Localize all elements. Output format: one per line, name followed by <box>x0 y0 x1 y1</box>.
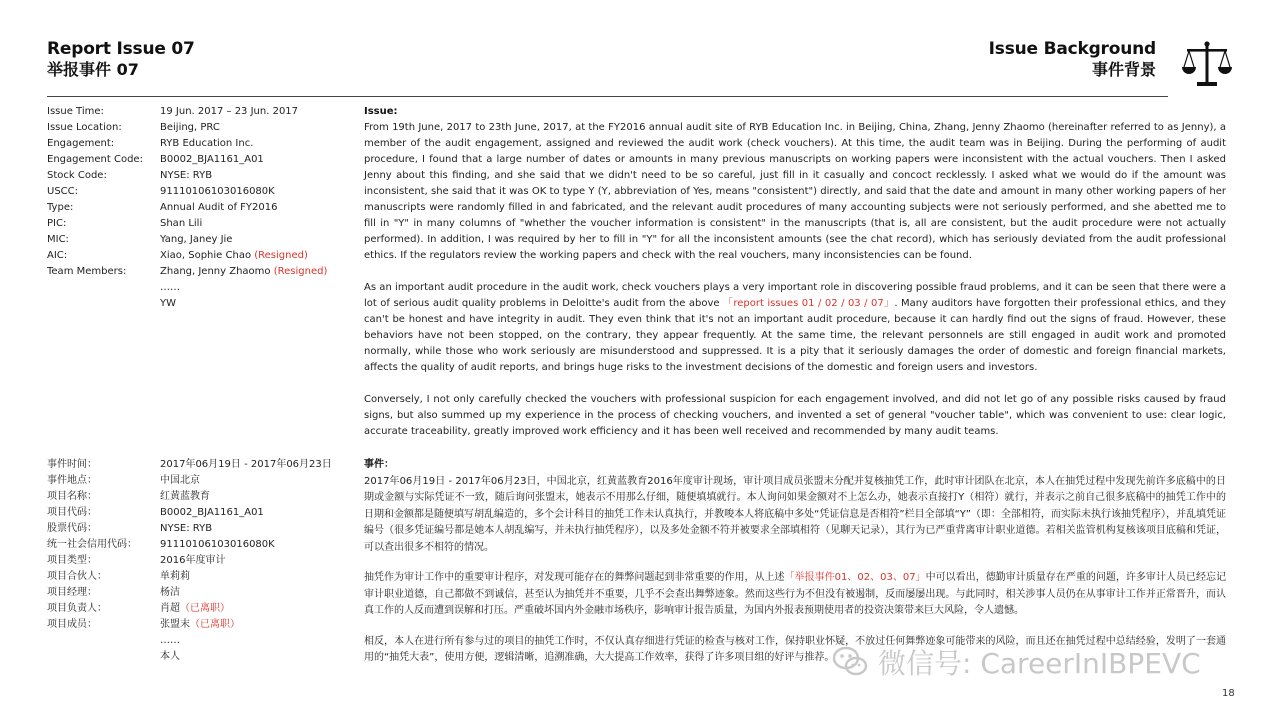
info-value: Yang, Janey Jie <box>160 234 233 245</box>
info-value: B0002_BJA1161_A01 <box>160 507 264 518</box>
info-row <box>47 457 332 473</box>
info-value <box>160 248 308 264</box>
resigned-note: (Resigned) <box>273 266 328 277</box>
info-value: 19 Jun. 2017 – 23 Jun. 2017 <box>160 106 299 117</box>
info-label: USCC: <box>47 186 79 197</box>
issue-title-zh: 事件： <box>364 459 394 470</box>
info-label: Type: <box>47 202 74 213</box>
paragraph <box>364 280 1226 376</box>
report-issues-reference: 「举报事件01、02、03、07」 <box>784 572 926 583</box>
issue-info-en <box>47 104 327 312</box>
info-value: 2017年06月19日 - 2017年06月23日 <box>160 459 332 470</box>
info-row <box>47 553 332 569</box>
issue-background-title-zh: 事件背景 <box>1091 60 1156 79</box>
header-divider <box>47 96 1168 97</box>
info-value: 杨洁 <box>160 587 180 598</box>
paragraph: From 19th June, 2017 to 23th June, 2017, at the FY2016 annual audit site of RYB Education Inc. in Beijing, China, Zhang, Jenny Zhaomo (hereinafter referred to as Jenny), a member of the audit engagement, assigned and reviewed the audit work (check vouchers). At this time, the audit team was in Beijing. During the performing of audit procedure, I found that a large number of dates or amounts in many previous manuscripts on working papers were inconsistent with the actual vouchers. Then I asked Jenny about this finding, and she said that we didn't need to be so careful, just fill in it casually and concoct recklessly. I asked what we would do if the amount was inconsistent, she said that it was OK to type Y (Y, abbreviation of Yes, means "consistent") directly, and said that the date and amount in many other working papers of her manuscripts were randomly filled in and fabricated, and the relevant audit procedures of many accounting subjects were not seriously performed, and she abetted me to fill in "Y" in many columns of "whether the voucher information is consistent" in the manuscripts (that is, all are consistent, but the audit procedure were not actually performed). In addition, I was required by her to fill in "Y" for all the inconsistent amounts (see the chat record), which has seriously deviated from the audit professional ethics. If the regulators review the working papers and check with the real vouchers, many inconsistencies can be found. <box>364 122 1226 261</box>
page-number: 18 <box>1222 688 1235 699</box>
header-right <box>989 39 1156 80</box>
issue-info-zh <box>47 457 332 665</box>
info-value-text: 张盟末 <box>160 619 190 630</box>
info-label: 项目成员： <box>47 619 97 630</box>
info-value: B0002_BJA1161_A01 <box>160 154 264 165</box>
team-ellipsis: …… <box>160 635 180 646</box>
info-row <box>47 537 332 553</box>
paragraph <box>364 570 1226 620</box>
info-label: 项目经理： <box>47 587 97 598</box>
info-row <box>47 152 327 168</box>
info-value-text: Xiao, Sophie Chao <box>160 250 252 261</box>
info-row <box>47 120 327 136</box>
info-label: 项目代码： <box>47 507 97 518</box>
info-row <box>47 200 327 216</box>
info-row <box>47 617 332 633</box>
info-label: 事件时间： <box>47 459 97 470</box>
info-value: NYSE: RYB <box>160 170 213 181</box>
team-ellipsis: …… <box>160 282 180 293</box>
watermark-text: 微信号: CareerInIBPEVC <box>878 647 1201 680</box>
info-label: 项目类型： <box>47 555 97 566</box>
info-value-text: 肖超 <box>160 603 180 614</box>
paragraph-text: 抽凭作为审计工作中的重要审计程序，对发现可能存在的舞弊问题起到非常重要的作用，从上述 <box>364 572 785 583</box>
info-row <box>47 248 327 264</box>
report-issues-reference: 「report issues 01 / 02 / 03 / 07」 <box>723 298 895 309</box>
info-label: Stock Code: <box>47 170 107 181</box>
info-row <box>47 136 327 152</box>
report-issue-title-en: Report Issue 07 <box>47 39 195 59</box>
info-value: Beijing, PRC <box>160 122 220 133</box>
info-label: Engagement: <box>47 138 115 149</box>
paragraph: 2017年06月19日 - 2017年06月23日，中国北京，红黄蓝教育2016年度审计现场，审计项目成员张盟末分配并复核抽凭工作，此时审计团队在北京，本人在抽凭过程中发现先前许多底稿中的日期或金额与实际凭证不一致，随后询问张盟末，她表示不用那么仔细，随便填填就行。本人询问如果金额对不上怎么办，她表示直接打Y（相符）就行，并表示之前自己很多底稿中的抽凭工作中的日期和金额都是随便填写胡乱编造的，多个会计科目的抽凭工作未认真执行，并教唆本人将底稿中多处“凭证信息是否相符”栏目全部填“Y”（即：全部相符，而实际未执行该抽凭程序），并乱填凭证编号（很多凭证编号都是她本人胡乱编写，并未执行抽凭程序），以及多处金额不符并被要求全部填相符（见聊天记录），其行为已严重背离审计职业道德。若相关监管机构复核该项目底稿和凭证，可以查出很多不相符的情况。 <box>364 475 1226 553</box>
info-label: 股票代码： <box>47 523 97 534</box>
info-value <box>160 601 230 617</box>
info-value-text: Zhang, Jenny Zhaomo <box>160 266 271 277</box>
info-row <box>47 505 332 521</box>
info-row <box>47 104 327 120</box>
info-label: 事件地点： <box>47 475 97 486</box>
info-row <box>47 585 332 601</box>
info-value: 单莉莉 <box>160 571 190 582</box>
paragraph-text: As an important audit procedure in the audit work, check vouchers plays a very important role in discovering possible fraud problems, and it can be seen that there were a lot of serious audit quality problems in Deloitte's audit from the above <box>364 282 1226 309</box>
info-label: Engagement Code: <box>47 154 143 165</box>
info-value: Annual Audit of FY2016 <box>160 202 278 213</box>
info-label: PIC: <box>47 218 67 229</box>
info-label: 统一社会信用代码： <box>47 539 137 550</box>
info-value <box>160 617 240 633</box>
info-value: NYSE: RYB <box>160 523 213 534</box>
info-row <box>47 601 332 617</box>
info-row <box>47 521 332 537</box>
info-row <box>47 216 327 232</box>
paragraph: 相反，本人在进行所有参与过的项目的抽凭工作时，不仅认真存细进行凭证的检查与核对工作，保持职业怀疑，不放过任何舞弊迹象可能带来的风险，而且还在抽凭过程中总结经验，发明了一套通用的“抽凭大表”，使用方便，逻辑清晰，追溯准确，大大提高工作效率，获得了许多项目组的好评与推荐。 <box>364 635 1226 663</box>
info-label: 项目合伙人： <box>47 571 107 582</box>
issue-body-en <box>364 104 1226 456</box>
paragraph-text: . Many auditors have forgotten their professional ethics, and they can't be honest and have integrity in audit. They even think that it's not an important audit procedure, because it can hardly find out the signs of fraud. However, these behaviors have not been stopped, on the contrary, they appear frequently. At the same time, the relevant personnels are still engaged in audit work and promoted normally, while those who work seriously are misunderstood and suppressed. It is a pity that it seriously damages the order of domestic and foreign financial markets, affects the quality of audit reports, and brings huge risks to the investment decisions of the domestic and foreign users and investors. <box>364 298 1226 373</box>
issue-title-en: Issue: <box>364 106 398 117</box>
info-label: Issue Location: <box>47 122 122 133</box>
info-value: RYB Education Inc. <box>160 138 254 149</box>
report-issue-title-zh: 举报事件 07 <box>47 60 139 79</box>
paragraph: Conversely, I not only carefully checked the vouchers with professional suspicion for each engagement involved, and did not let go of any possible risks caused by fraud signs, but also summed up my experience in the process of checking vouchers, and invented a set of general "voucher table", which was convenient to use: clear logic, accurate traceability, greatly improved work efficiency and it has been well received and recommended by many audit teams. <box>364 394 1226 437</box>
resigned-note: (Resigned) <box>254 250 308 261</box>
info-row <box>47 264 327 280</box>
info-row <box>47 473 332 489</box>
info-value: 中国北京 <box>160 475 200 486</box>
header-left <box>47 39 195 80</box>
info-label: 项目负责人： <box>47 603 107 614</box>
info-value: 91110106103016080K <box>160 186 275 197</box>
info-row <box>47 184 327 200</box>
info-row <box>47 232 327 248</box>
info-row <box>47 489 332 505</box>
team-member-extra: 本人 <box>160 651 180 662</box>
info-label: Issue Time: <box>47 106 104 117</box>
paragraph-text: 中可以看出，德勤审计质量存在严重的问题，许多审计人员已经忘记审计职业道德，自己都做不到诚信，甚至认为抽凭并不重要，几乎不会查出舞弊迹象。然而这些行为不但没有被遏制，反而屡屡出现。与此同时，相关涉事人员仍在从事审计工作并正常晋升，而认真工作的人反而遭到误解和打压。严重破坏国内外金融市场秩序，影响审计报告质量，为国内外报表预期使用者的投资决策带来巨大风险，令人遗憾。 <box>364 572 1227 616</box>
team-member-extra: YW <box>160 298 176 309</box>
info-row <box>47 569 332 585</box>
info-value: 2016年度审计 <box>160 555 226 566</box>
issue-background-title-en: Issue Background <box>988 39 1156 59</box>
wechat-logo-icon <box>830 642 870 682</box>
info-label: 项目名称： <box>47 491 97 502</box>
info-label: AIC: <box>47 250 68 261</box>
info-value <box>160 264 327 280</box>
wechat-watermark <box>830 642 1201 682</box>
info-value: 91110106103016080K <box>160 539 275 550</box>
info-row <box>47 168 327 184</box>
info-value: 红黄蓝教育 <box>160 491 210 502</box>
info-label: Team Members: <box>47 266 127 277</box>
info-label: MIC: <box>47 234 69 245</box>
resigned-note: （已离职） <box>180 603 230 614</box>
resigned-note: （已离职） <box>190 619 240 630</box>
scale-of-justice-icon <box>1181 40 1233 92</box>
info-value: Shan Lili <box>160 218 203 229</box>
